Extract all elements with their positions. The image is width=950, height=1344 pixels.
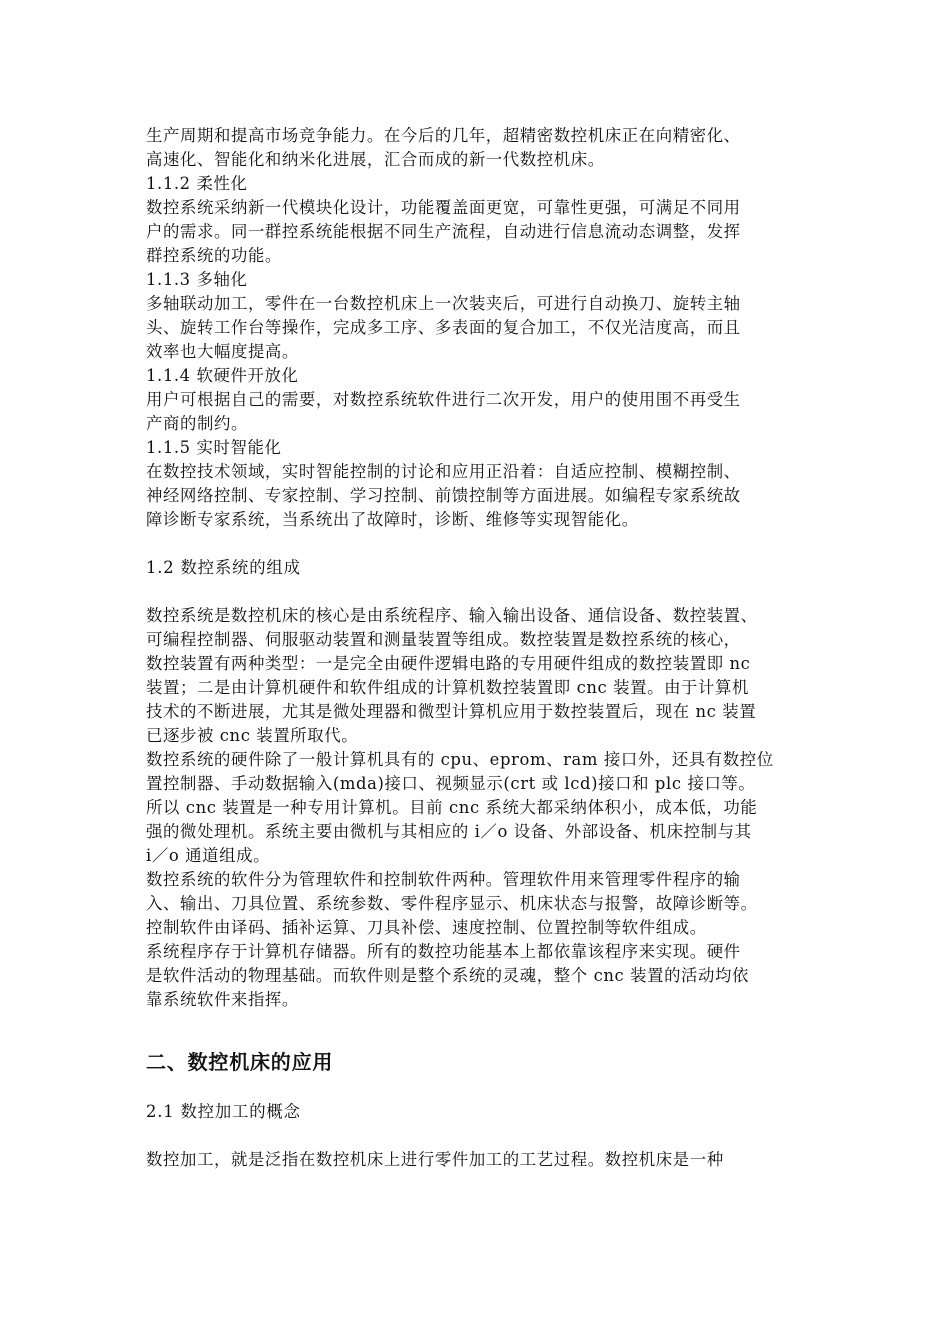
spacer bbox=[146, 1012, 826, 1048]
text-block-concept bbox=[146, 1148, 826, 1172]
paragraph-line: 装置；二是由计算机硬件和软件组成的计算机数控装置即 cnc 装置。由于计算机 bbox=[146, 678, 750, 697]
paragraph-line: 入、输出、刀具位置、系统参数、零件程序显示、机床状态与报警，故障诊断等。 bbox=[146, 894, 758, 913]
spacer bbox=[146, 1124, 826, 1148]
paragraph-line: 头、旋转工作台等操作，完成多工序、多表面的复合加工，不仅光洁度高，而且 bbox=[146, 318, 741, 337]
paragraph-line: 数控系统的硬件除了一般计算机具有的 cpu、eprom、ram 接口外，还具有数控位 bbox=[146, 750, 774, 769]
document-page bbox=[146, 124, 826, 1172]
paragraph-line: 系统程序存于计算机存储器。所有的数控功能基本上都依靠该程序来实现。硬件 bbox=[146, 942, 741, 961]
paragraph-line: 产商的制约。 bbox=[146, 414, 248, 433]
paragraph-line: 在数控技术领域，实时智能控制的讨论和应用正沿着：自适应控制、模糊控制、 bbox=[146, 462, 741, 481]
paragraph-line: 是软件活动的物理基础。而软件则是整个系统的灵魂，整个 cnc 装置的活动均依 bbox=[146, 966, 750, 985]
spacer bbox=[146, 580, 826, 604]
subsection-title-1-1-4: 1.1.4 软硬件开放化 bbox=[146, 366, 299, 385]
subsection-title-1-1-3: 1.1.3 多轴化 bbox=[146, 270, 248, 289]
text-block-composition bbox=[146, 604, 826, 1012]
spacer bbox=[146, 532, 826, 556]
subsection-title-1-1-5: 1.1.5 实时智能化 bbox=[146, 438, 282, 457]
paragraph-line: 生产周期和提高市场竞争能力。在今后的几年，超精密数控机床正在向精密化、 bbox=[146, 126, 741, 145]
paragraph-line: 多轴联动加工，零件在一台数控机床上一次装夹后，可进行自动换刀、旋转主轴 bbox=[146, 294, 741, 313]
paragraph-line: 可编程控制器、伺服驱动装置和测量装置等组成。数控装置是数控系统的核心， bbox=[146, 630, 741, 649]
paragraph-line: 数控系统采纳新一代模块化设计，功能覆盖面更宽，可靠性更强，可满足不同用 bbox=[146, 198, 741, 217]
paragraph-line: 数控系统的软件分为管理软件和控制软件两种。管理软件用来管理零件程序的输 bbox=[146, 870, 741, 889]
paragraph-line: 户的需求。同一群控系统能根据不同生产流程，自动进行信息流动态调整，发挥 bbox=[146, 222, 741, 241]
paragraph-line: 强的微处理机。系统主要由微机与其相应的 i／o 设备、外部设备、机床控制与其 bbox=[146, 822, 752, 841]
paragraph-line: 障诊断专家系统，当系统出了故障时，诊断、维修等实现智能化。 bbox=[146, 510, 639, 529]
paragraph-line: 控制软件由译码、插补运算、刀具补偿、速度控制、位置控制等软件组成。 bbox=[146, 918, 707, 937]
paragraph-line: 效率也大幅度提高。 bbox=[146, 342, 299, 361]
paragraph-line: 数控装置有两种类型：一是完全由硬件逻辑电路的专用硬件组成的数控装置即 nc bbox=[146, 654, 751, 673]
paragraph-line: 技术的不断进展，尤其是微处理器和微型计算机应用于数控装置后，现在 nc 装置 bbox=[146, 702, 757, 721]
spacer bbox=[146, 1076, 826, 1100]
paragraph-line: 高速化、智能化和纳米化进展，汇合而成的新一代数控机床。 bbox=[146, 150, 605, 169]
section-title-1-2: 1.2 数控系统的组成 bbox=[146, 558, 301, 577]
paragraph-line: 数控加工，就是泛指在数控机床上进行零件加工的工艺过程。数控机床是一种 bbox=[146, 1150, 724, 1169]
paragraph-line: i／o 通道组成。 bbox=[146, 846, 271, 865]
subsection-title-1-1-2: 1.1.2 柔性化 bbox=[146, 174, 248, 193]
section-title-2-1: 2.1 数控加工的概念 bbox=[146, 1102, 301, 1121]
paragraph-line: 数控系统是数控机床的核心是由系统程序、输入输出设备、通信设备、数控装置、 bbox=[146, 606, 758, 625]
paragraph-line: 已逐步被 cnc 装置所取代。 bbox=[146, 726, 359, 745]
paragraph-line: 用户可根据自己的需要，对数控系统软件进行二次开发，用户的使用围不再受生 bbox=[146, 390, 741, 409]
paragraph-line: 神经网络控制、专家控制、学习控制、前馈控制等方面进展。如编程专家系统故 bbox=[146, 486, 741, 505]
chapter-title-2: 二、数控机床的应用 bbox=[146, 1050, 334, 1074]
text-block-intro bbox=[146, 124, 826, 532]
paragraph-line: 群控系统的功能。 bbox=[146, 246, 282, 265]
paragraph-line: 所以 cnc 装置是一种专用计算机。目前 cnc 系统大都采纳体积小，成本低，功能 bbox=[146, 798, 758, 817]
paragraph-line: 靠系统软件来指挥。 bbox=[146, 990, 299, 1009]
paragraph-line: 置控制器、手动数据输入(mda)接口、视频显示(crt 或 lcd)接口和 plc 接口等。 bbox=[146, 774, 756, 793]
